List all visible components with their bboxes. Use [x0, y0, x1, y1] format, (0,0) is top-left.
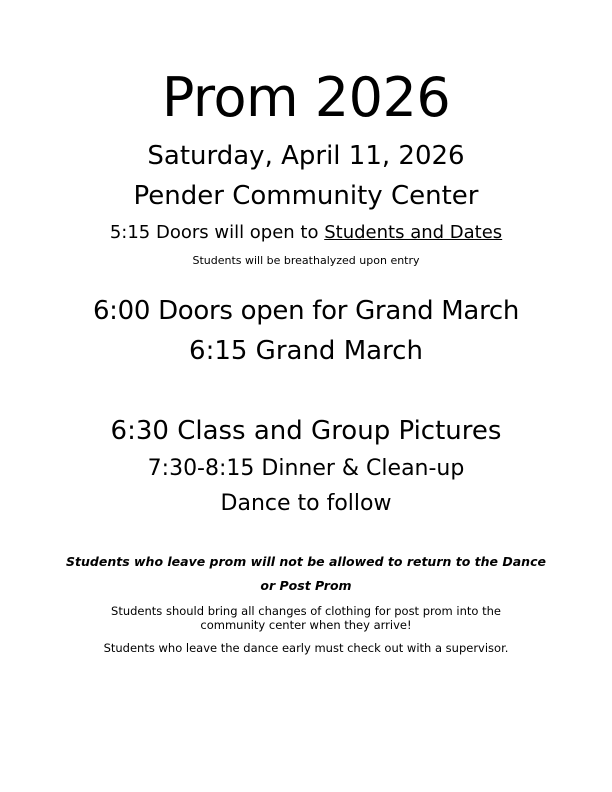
doors-open-audience: Students and Dates — [324, 222, 503, 243]
event-date: Saturday, April 11, 2026 — [147, 141, 465, 171]
schedule-dance: Dance to follow — [220, 491, 392, 516]
doors-open-text: 5:15 Doors will open to — [109, 222, 325, 243]
schedule-pictures: 6:30 Class and Group Pictures — [110, 416, 502, 446]
clothing-notice-line-1: Students should bring all changes of clothing for post prom into the — [111, 604, 501, 618]
page-title: Prom 2026 — [161, 66, 451, 129]
checkout-notice: Students who leave the dance early must check out with a supervisor. — [103, 641, 509, 655]
schedule-grand-march: 6:15 Grand March — [189, 336, 423, 366]
breathalyzer-note: Students will be breathalyzed upon entry — [192, 254, 420, 267]
clothing-notice-line-2: community center when they arrive! — [200, 618, 412, 632]
leave-notice-line-2: or Post Prom — [260, 578, 352, 593]
leave-notice-line-1: Students who leave prom will not be allowed to return to the Dance — [66, 554, 546, 569]
doors-open-line — [0, 222, 612, 243]
schedule-dinner: 7:30-8:15 Dinner & Clean-up — [147, 456, 465, 481]
schedule-grand-march-doors: 6:00 Doors open for Grand March — [92, 296, 520, 326]
event-venue: Pender Community Center — [133, 181, 479, 211]
